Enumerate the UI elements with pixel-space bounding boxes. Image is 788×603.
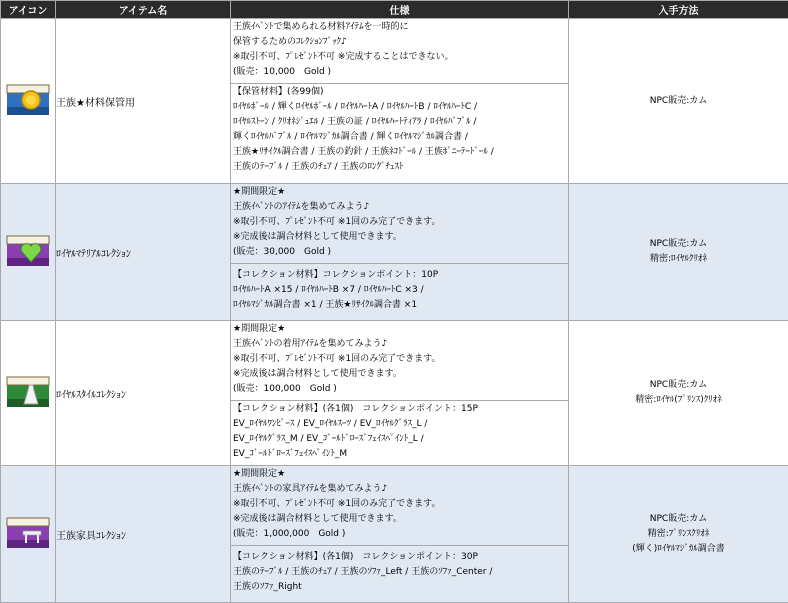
spec-cell — [231, 321, 569, 466]
spec-line: ※取引不可、ﾌﾟﾚｾﾞﾝﾄ不可 ※完成することはできない。 — [233, 52, 454, 62]
book-furniture-icon — [3, 514, 53, 550]
book-gold-coin-icon — [3, 81, 53, 117]
spec-line: EV_ｺﾞｰﾙﾄﾞﾛｰｽﾞﾌｪｲｽﾍﾟｲﾝﾄ_M — [233, 449, 348, 459]
spec-line: ★期間限定★ — [233, 469, 286, 479]
header-item-name: アイテム名 — [56, 1, 231, 19]
icon-cell — [1, 184, 56, 321]
spec-line: 王族ｲﾍﾞﾝﾄの家具ｱｲﾃﾑを集めてみよう♪ — [233, 484, 388, 494]
spec-line: ※取引不可、ﾌﾟﾚｾﾞﾝﾄ不可 ※1回のみ完了できます。 — [233, 354, 441, 364]
icon-cell — [1, 321, 56, 466]
spec-line: ※完成後は調合材料として使用できます。 — [233, 232, 402, 242]
spec-line: ※取引不可、ﾌﾟﾚｾﾞﾝﾄ不可 ※1回のみ完了できます。 — [233, 217, 441, 227]
spec-line: ﾛｲﾔﾙﾊｰﾄA ×15 / ﾛｲﾔﾙﾊｰﾄB ×7 / ﾛｲﾔﾙﾊｰﾄC ×3 / — [233, 285, 424, 295]
spec-description — [231, 321, 568, 400]
spec-line: ﾛｲﾔﾙﾏｼﾞｶﾙ調合書 ×1 / 王族★ﾘｻｲｸﾙ調合書 ×1 — [233, 300, 418, 310]
spec-line: 王族ｲﾍﾞﾝﾄの着用ｱｲﾃﾑを集めてみよう♪ — [233, 339, 388, 349]
spec-materials — [231, 263, 568, 313]
book-heart-icon — [3, 232, 53, 268]
spec-description — [231, 19, 568, 83]
spec-line: 王族のﾃｰﾌﾞﾙ / 王族のﾁｪｱ / 王族のｿﾌｧ_Left / 王族のｿﾌｧ_Center / — [233, 567, 493, 577]
obtain-cell — [569, 19, 788, 184]
obtain-line: NPC販売:カム — [649, 95, 708, 106]
spec-line: 輝くﾛｲﾔﾙﾊﾞﾌﾞﾙ / ﾛｲﾔﾙﾏｼﾞｶﾙ調合書 / 輝くﾛｲﾔﾙﾏｼﾞｶﾙ調合書 / — [233, 132, 468, 142]
spec-description — [231, 184, 568, 263]
spec-line: ※完成後は調合材料として使用できます。 — [233, 369, 402, 379]
spec-materials — [231, 83, 568, 175]
item-name: 王族★材料保管用 — [56, 19, 231, 184]
spec-line: ★期間限定★ — [233, 324, 286, 334]
spec-materials — [231, 400, 568, 462]
spec-line: 【コレクション材料】(各1個) コレクションポイント：30P — [233, 552, 478, 562]
spec-line: 【コレクション材料】コレクションポイント：10P — [233, 270, 439, 280]
spec-cell — [231, 19, 569, 184]
spec-line: 保管するためのｺﾚｸｼｮﾝﾌﾞｯｸ♪ — [233, 37, 347, 47]
spec-line: 王族ｲﾍﾞﾝﾄで集められる材料ｱｲﾃﾑを一時的に — [233, 22, 409, 32]
table-row — [1, 184, 788, 321]
obtain-line: NPC販売:カム — [649, 239, 708, 249]
header-row — [1, 1, 788, 19]
obtain-line: (輝く)ﾛｲﾔﾙﾏｼﾞｶﾙ調合書 — [632, 543, 725, 554]
header-spec: 仕様 — [231, 1, 569, 19]
spec-line: ※取引不可、ﾌﾟﾚｾﾞﾝﾄ不可 ※1回のみ完了できます。 — [233, 499, 441, 509]
item-name: ﾛｲﾔﾙｽﾀｲﾙｺﾚｸｼｮﾝ — [56, 321, 231, 466]
icon-cell — [1, 19, 56, 184]
spec-line: (販売：100,000 Gold ) — [233, 384, 337, 394]
spec-line: 王族のｿﾌｧ_Right — [233, 582, 302, 592]
obtain-line: NPC販売:カム — [649, 380, 708, 390]
spec-cell — [231, 466, 569, 603]
spec-line: (販売：30,000 Gold ) — [233, 247, 332, 257]
spec-line: 【コレクション材料】(各1個) コレクションポイント：15P — [233, 404, 478, 414]
item-name: ﾛｲﾔﾙﾏﾃﾘｱﾙｺﾚｸｼｮﾝ — [56, 184, 231, 321]
obtain-cell — [569, 321, 788, 466]
spec-line: ﾛｲﾔﾙｽﾄｰﾝ / ｸﾘｵﾈｼﾞｭｴﾙ / 王族の証 / ﾛｲﾔﾙﾊｰﾄﾃｨｱﾗ / ﾛｲﾔﾙﾊﾞﾌﾞﾙ / — [233, 117, 477, 127]
spec-line: EV_ﾛｲﾔﾙﾜﾝﾋﾟｰｽ / EV_ﾛｲﾔﾙｽｰﾂ / EV_ﾛｲﾔﾙｸﾞﾗｽ_L / — [233, 419, 428, 429]
table-row — [1, 466, 788, 603]
header-icon: アイコン — [1, 1, 56, 19]
spec-line: 王族★ﾘｻｲｸﾙ調合書 / 王族の釣針 / 王族ﾈｺﾄﾞｰﾙ / 王族ﾎﾟﾆｰﾃｰﾄﾞｰﾙ / — [233, 147, 494, 157]
obtain-cell — [569, 466, 788, 603]
icon-cell — [1, 466, 56, 603]
spec-description — [231, 466, 568, 545]
spec-materials — [231, 545, 568, 595]
spec-line: EV_ﾛｲﾔﾙｸﾞﾗｽ_M / EV_ｺﾞｰﾙﾄﾞﾛｰｽﾞﾌｪｲｽﾍﾟｲﾝﾄ_L / — [233, 434, 424, 444]
obtain-line: 精密:ﾛｲﾔﾙ(ﾌﾟﾘﾝｽ)ｸﾘｵﾈ — [635, 395, 722, 405]
obtain-line: 精密:ﾌﾟﾘﾝｽｸﾘｵﾈ — [647, 528, 710, 539]
spec-line: ★期間限定★ — [233, 187, 286, 197]
obtain-cell — [569, 184, 788, 321]
spec-line: (販売：1,000,000 Gold ) — [233, 529, 346, 539]
obtain-line: NPC販売:カム — [649, 513, 708, 524]
spec-line: ﾛｲﾔﾙﾎﾞｰﾙ / 輝くﾛｲﾔﾙﾎﾞｰﾙ / ﾛｲﾔﾙﾊｰﾄA / ﾛｲﾔﾙﾊｰﾄB / ﾛｲﾔﾙﾊｰﾄC / — [233, 102, 478, 112]
spec-cell — [231, 184, 569, 321]
table-row — [1, 19, 788, 184]
header-obtain: 入手方法 — [569, 1, 788, 19]
spec-line: (販売：10,000 Gold ) — [233, 67, 332, 77]
spec-line: 【保管材料】(各99個) — [233, 87, 324, 97]
spec-line: ※完成後は調合材料として使用できます。 — [233, 514, 402, 524]
item-name: 王族家具ｺﾚｸｼｮﾝ — [56, 466, 231, 603]
table-row — [1, 321, 788, 466]
obtain-line: 精密:ﾛｲﾔﾙｸﾘｵﾈ — [649, 254, 708, 264]
book-dress-icon — [3, 373, 53, 409]
spec-line: 王族ｲﾍﾞﾝﾄのｱｲﾃﾑを集めてみよう♪ — [233, 202, 370, 212]
spec-line: 王族のﾃｰﾌﾞﾙ / 王族のﾁｪｱ / 王族のﾛﾝｸﾞﾁｪｽﾄ — [233, 162, 404, 172]
